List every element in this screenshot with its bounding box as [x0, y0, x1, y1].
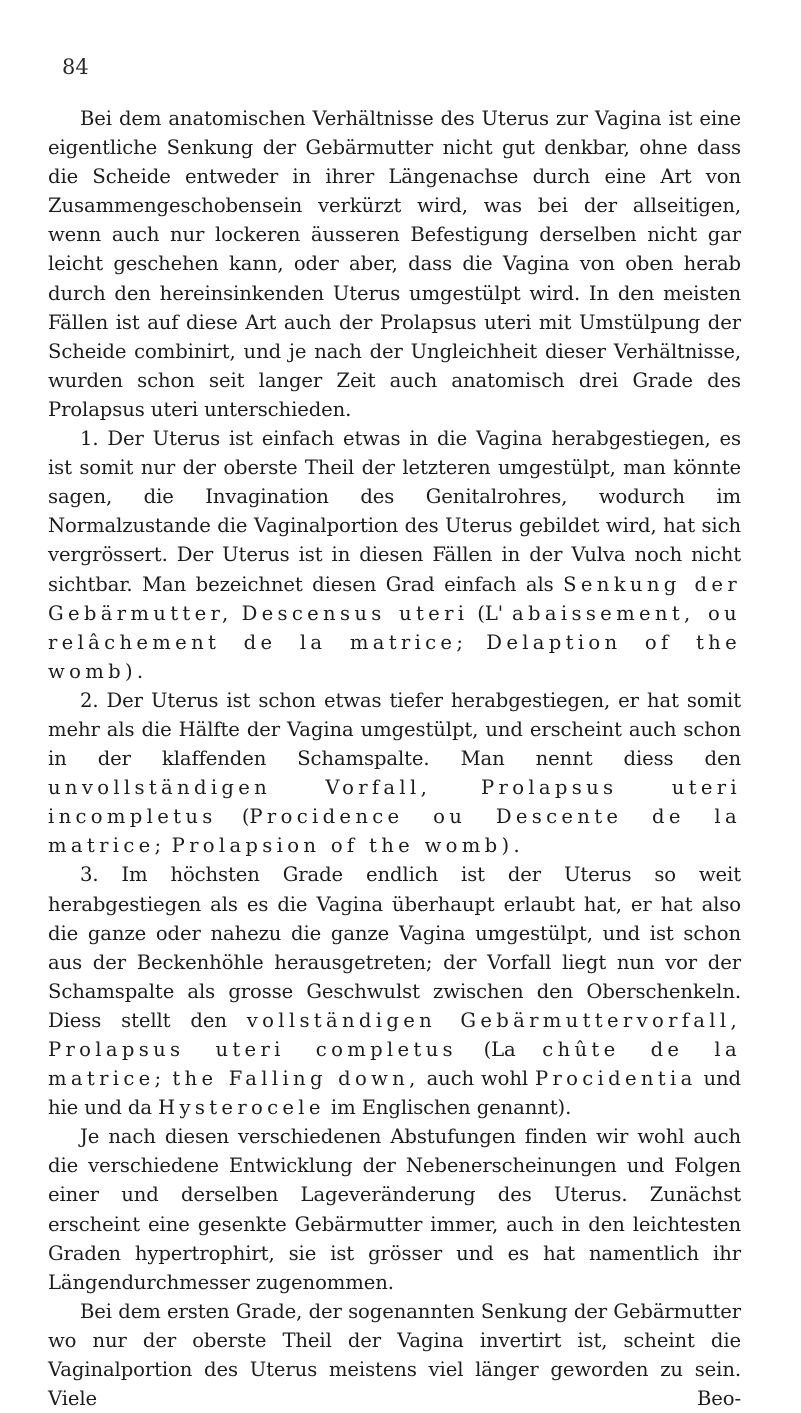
emphasized-term: Prolapsion of the womb).	[171, 834, 525, 858]
text-run	[467, 631, 486, 654]
text-run: Bei dem ersten Grade, der sogenannten Senkung der Gebärmutter wo nur der oberste Theil der Vagina invertirt ist, scheint die Vaginalportion des Uterus meistens viel länger geworden zu sein. Viele Beo-	[48, 1299, 741, 1411]
paragraph	[48, 104, 741, 424]
emphasized-term: Procidence ou Descente de la matrice;	[48, 805, 741, 858]
body-text	[48, 104, 741, 1413]
paragraph	[48, 860, 741, 1122]
emphasized-term: Descensus uteri	[241, 601, 469, 625]
emphasized-term: Hysterocele	[158, 1096, 325, 1120]
emphasized-term: chûte de la matrice;	[48, 1038, 741, 1091]
paragraph	[48, 1122, 741, 1297]
text-run: (	[216, 805, 250, 829]
text-run: (La	[456, 1038, 543, 1061]
emphasized-term: Delaption of the womb).	[48, 630, 742, 683]
page-number: 84	[62, 55, 89, 79]
emphasized-term: Procidentia	[534, 1067, 697, 1091]
text-run: 1. Der Uterus ist einfach etwas in die Vagina herabgestiegen, es ist somit nur der oberste Theil der letzteren umgestülpt, man könnte sagen, die Invagination des Genitalrohres, wodurch im Normalzustande die Vaginalportion des Uterus gebildet wird, hat sich vergrössert. Der Uterus ist in diesen Fällen in der Vulva noch nicht sichtbar. Man bezeichnet diesen Grad einfach als	[48, 427, 741, 596]
text-run	[431, 776, 481, 799]
emphasized-term: Prolapsus uteri completus	[48, 1038, 457, 1061]
text-run: und hie und da	[48, 1067, 741, 1120]
text-run: Je nach diesen verschiedenen Abstufungen finden wir wohl auch die verschiedene Entwicklung der Nebenerscheinungen und Folgen einer und derselben Lageveränderung des Uterus. Zunächst erscheint eine gesenkte Gebärmutter immer, auch in den leichtesten Graden hypertrophirt, sie ist grösser und es hat namentlich ihr Längendurchmesser zugenommen.	[48, 1125, 741, 1294]
paragraph	[48, 424, 741, 686]
paragraph	[48, 686, 741, 861]
text-run	[233, 602, 242, 625]
emphasized-term: unvollständigen Vorfall,	[48, 776, 432, 800]
emphasized-term: abaissement, ou relâchement de la matrice;	[48, 601, 741, 654]
emphasized-term: Senkung der Gebärmutter,	[48, 572, 741, 625]
emphasized-term: vollständigen Gebärmuttervorfall,	[246, 1008, 741, 1032]
text-run: im Englischen genannt).	[324, 1096, 572, 1120]
emphasized-term: the Falling down,	[172, 1067, 420, 1091]
text-run: 2. Der Uterus ist schon etwas tiefer herabgestiegen, er hat somit mehr als die Hälfte der Vagina umgestülpt, und erscheint auch schon in der klaffenden Schamspalte. Man nennt diess den	[48, 688, 741, 771]
text-run: auch wohl	[419, 1067, 535, 1091]
emphasized-term: Prolapsus uteri incompletus	[48, 776, 741, 829]
text-run: Bei dem anatomischen Verhältnisse des Uterus zur Vagina ist eine eigentliche Senkung der Gebärmutter nicht gut denkbar, ohne dass die Scheide entweder in ihrer Längenachse durch eine Art von Zusammengeschobensein verkürzt wird, was bei der allseitigen, wenn auch nur lockeren äusseren Befestigung derselben nicht gar leicht geschehen kann, oder aber, dass die Vagina von oben herab durch den hereinsinkenden Uterus umgestülpt wird. In den meisten Fällen ist auf diese Art auch der Prolapsus uteri mit Umstülpung der Scheide combinirt, und je nach der Ungleichheit dieser Verhältnisse, wurden schon seit langer Zeit auch anatomisch drei Grade des Prolapsus uteri unterschieden.	[48, 107, 741, 421]
text-run: 3. Im höchsten Grade endlich ist der Uterus so weit herabgestiegen als es die Vagina überhaupt erlaubt hat, er hat also die ganze oder nahezu die ganze Vagina umgestülpt, und ist schon aus der Beckenhöhle herausgetreten; der Vorfall liegt nun vor der Schamspalte als grosse Geschwulst zwischen den Oberschenkeln. Diess stellt den	[48, 863, 741, 1032]
text-run: (L'	[468, 601, 513, 625]
paragraph	[48, 1297, 741, 1413]
